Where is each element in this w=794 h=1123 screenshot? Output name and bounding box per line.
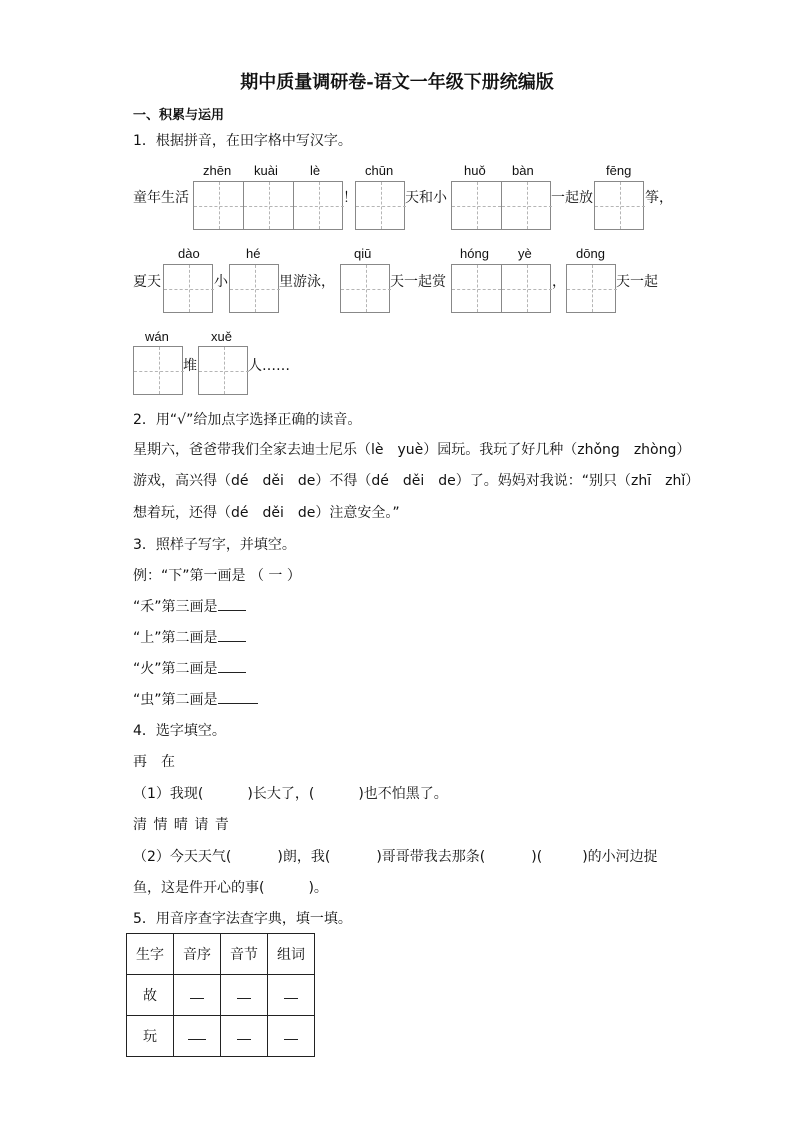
pinyin: qiū: [354, 246, 372, 261]
stroke-question-text: “火”第二画是: [133, 661, 218, 677]
stroke-question-text: “上”第二画是: [133, 630, 218, 646]
char-choices: 清 情 晴 请 青: [133, 817, 229, 833]
section-heading: 一、积累与运用: [133, 108, 225, 123]
tianzige-grid[interactable]: [566, 264, 616, 313]
table-header-cell: 音节: [221, 934, 268, 975]
pinyin: wán: [145, 329, 169, 344]
stroke-question: [133, 628, 246, 648]
pinyin: hóng: [460, 246, 489, 261]
sentence-part: )的小河边捉: [582, 849, 658, 865]
page-title: 期中质量调研卷-语文一年级下册统编版: [240, 72, 554, 93]
answer-cell[interactable]: [174, 1016, 221, 1057]
sentence-part: （1）我现(: [133, 786, 204, 802]
answer-blank[interactable]: [218, 641, 246, 642]
sentence-text: 夏天: [133, 274, 161, 290]
sentence-text: 里游泳，: [279, 274, 335, 290]
fill-sentence: [133, 847, 658, 867]
pinyin: kuài: [254, 163, 278, 178]
pinyin: huǒ: [464, 163, 486, 178]
table-header-cell: 生字: [127, 934, 174, 975]
sentence-text: 筝，: [645, 190, 673, 206]
answer-cell[interactable]: [221, 1016, 268, 1057]
fill-sentence: [133, 878, 328, 898]
fill-sentence: [133, 784, 448, 804]
sentence-part: )哥哥带我去那条(: [376, 849, 486, 865]
sentence-text: 一起放: [551, 190, 593, 206]
tianzige-grid[interactable]: [355, 181, 405, 230]
sentence-part: （2）今天天气(: [133, 849, 232, 865]
dictionary-table: [126, 933, 315, 1057]
stroke-question-text: “禾”第三画是: [133, 599, 218, 615]
pinyin: zhēn: [203, 163, 232, 178]
sentence-text: 童年生活: [133, 190, 189, 206]
pinyin: dào: [178, 246, 200, 261]
pinyin: bàn: [512, 163, 534, 178]
sentence-part: )(: [531, 849, 543, 865]
table-cell-char: 玩: [127, 1016, 174, 1057]
tianzige-grid[interactable]: [229, 264, 279, 313]
sentence-part: )朗，我(: [277, 849, 331, 865]
example-text: 例：“下”第一画是 （ 一 ）: [133, 568, 301, 584]
sentence-text: ！: [343, 190, 357, 206]
pinyin: chūn: [365, 163, 394, 178]
stroke-question: [133, 659, 246, 679]
table-header-cell: 音序: [174, 934, 221, 975]
question-5-prompt: 5．用音序查字法查字典，填一填。: [133, 911, 352, 927]
table-header-row: [127, 934, 315, 975]
sentence-text: 天和小: [405, 190, 447, 206]
pinyin: yè: [518, 246, 532, 261]
answer-blank[interactable]: [218, 703, 258, 704]
question-2-prompt: 2．用“√”给加点字选择正确的读音。: [133, 412, 362, 428]
tianzige-grid[interactable]: [451, 181, 551, 230]
tianzige-grid[interactable]: [451, 264, 551, 313]
table-row: [127, 975, 315, 1016]
sentence-part: 鱼，这是件开心的事(: [133, 880, 265, 896]
sentence-part: )。: [308, 880, 328, 896]
pinyin: lè: [310, 163, 321, 178]
pinyin: fēng: [606, 163, 632, 178]
tianzige-grid[interactable]: [340, 264, 390, 313]
table-row: [127, 1016, 315, 1057]
stroke-question-text: “虫”第二画是: [133, 692, 218, 708]
tianzige-grid[interactable]: [198, 346, 248, 395]
pinyin: dōng: [576, 246, 605, 261]
question-1-prompt: 1．根据拼音，在田字格中写汉字。: [133, 133, 352, 149]
tianzige-grid[interactable]: [594, 181, 644, 230]
sentence-text: 小: [214, 274, 228, 290]
pinyin: hé: [246, 246, 261, 261]
sentence-part: )长大了，(: [247, 786, 315, 802]
question-2-line: 想着玩，还得（dé děi de）注意安全。”: [133, 505, 400, 521]
table-cell-char: 故: [127, 975, 174, 1016]
answer-cell[interactable]: [268, 1016, 315, 1057]
table-header-cell: 组词: [268, 934, 315, 975]
stroke-question: [133, 597, 246, 617]
answer-cell[interactable]: [174, 975, 221, 1016]
answer-blank[interactable]: [218, 610, 246, 611]
sentence-part: )也不怕黑了。: [358, 786, 448, 802]
sentence-text: 天一起: [616, 274, 658, 290]
answer-cell[interactable]: [221, 975, 268, 1016]
tianzige-grid[interactable]: [133, 346, 183, 395]
sentence-text: 天一起赏: [390, 274, 446, 290]
answer-blank[interactable]: [218, 672, 246, 673]
stroke-question: [133, 690, 258, 710]
char-choices: 再 在: [133, 754, 175, 770]
sentence-text: 堆: [183, 358, 197, 374]
sentence-text: 人……: [248, 358, 290, 374]
question-4-prompt: 4．选字填空。: [133, 723, 226, 739]
sentence-text: ，: [552, 274, 566, 290]
tianzige-grid[interactable]: [193, 181, 343, 230]
tianzige-grid[interactable]: [163, 264, 213, 313]
pinyin: xuě: [211, 329, 232, 344]
question-2-line: 星期六，爸爸带我们全家去迪士尼乐（lè yuè）园玩。我玩了好几种（zhǒng zhòng）: [133, 442, 691, 458]
question-3-prompt: 3．照样子写字，并填空。: [133, 537, 296, 553]
question-2-line: 游戏，高兴得（dé děi de）不得（dé děi de）了。妈妈对我说：“别只（zhī zhǐ）: [133, 473, 700, 489]
answer-cell[interactable]: [268, 975, 315, 1016]
